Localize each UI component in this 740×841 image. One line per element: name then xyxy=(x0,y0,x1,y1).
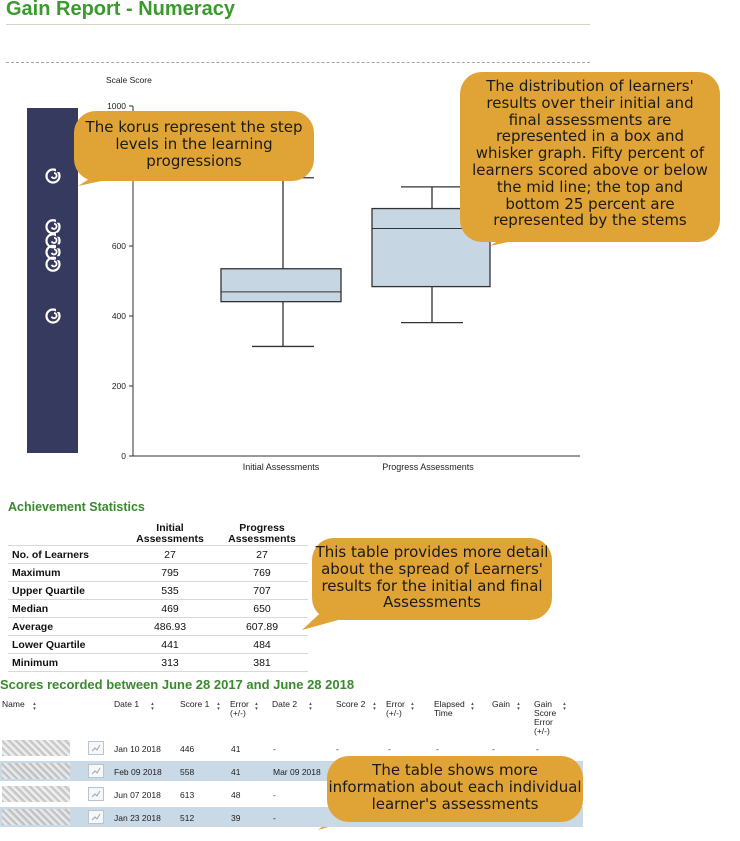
cell-date2: - xyxy=(273,744,276,754)
cell-date1: Jan 23 2018 xyxy=(114,813,161,823)
header-label: Date 1 xyxy=(114,699,140,709)
sort-arrows-icon[interactable]: ▲▼ xyxy=(32,701,37,711)
stats-row-label: Minimum xyxy=(8,654,124,672)
cell-error1: 41 xyxy=(231,767,241,777)
y-tick-label: 600 xyxy=(111,241,126,251)
stats-row xyxy=(8,654,308,672)
header-date2[interactable] xyxy=(272,700,297,709)
callout-table: This table provides more detail about the spread of Learners' results for the initial and final Assessments xyxy=(312,538,552,620)
cell-date2: - xyxy=(273,790,276,800)
chart-icon[interactable] xyxy=(88,741,104,755)
sort-arrows-icon[interactable]: ▲▼ xyxy=(150,701,155,711)
cell-gain: - xyxy=(492,744,495,754)
stats-row-label: Lower Quartile xyxy=(8,636,124,654)
sort-arrows-icon[interactable]: ▲▼ xyxy=(216,701,221,711)
x-tick-label: Initial Assessments xyxy=(242,462,320,472)
stats-value-initial: 313 xyxy=(124,654,216,672)
sort-arrows-icon[interactable]: ▲▼ xyxy=(516,701,521,711)
cell-error1: 48 xyxy=(231,790,241,800)
header-gain-error[interactable] xyxy=(534,700,560,736)
header-error1[interactable] xyxy=(230,700,252,718)
header-score2[interactable] xyxy=(336,700,365,709)
stats-header-initial: Initial Assessments xyxy=(136,522,204,545)
callout-boxplot: The distribution of learners' results over their initial and final assessments are represented in a box and whisker graph. Fifty percent of learners scored above or below the mid line; the top and bottom 25 percent are represented by the stems xyxy=(460,72,720,242)
cell-error1: 41 xyxy=(231,744,241,754)
achievement-statistics-table xyxy=(8,517,308,672)
chart-icon[interactable] xyxy=(88,764,104,778)
stats-value-progress: 484 xyxy=(216,636,308,654)
cell-date1: Jun 07 2018 xyxy=(114,790,161,800)
x-tick-label: Progress Assessments xyxy=(382,462,474,472)
stats-value-progress: 650 xyxy=(216,600,308,618)
y-tick-label: 200 xyxy=(111,381,126,391)
stats-row xyxy=(8,582,308,600)
header-error2[interactable] xyxy=(386,700,408,718)
stats-value-progress: 27 xyxy=(216,546,308,564)
cell-score2: - xyxy=(336,744,339,754)
stats-value-progress: 707 xyxy=(216,582,308,600)
sort-arrows-icon[interactable]: ▲▼ xyxy=(372,701,377,711)
header-label: Score 2 xyxy=(336,699,366,709)
redacted-learner-name xyxy=(2,763,70,779)
stats-value-initial: 27 xyxy=(124,546,216,564)
header-label: Name xyxy=(2,699,25,709)
chart-icon[interactable] xyxy=(88,787,104,801)
header-label: Gain xyxy=(492,699,510,709)
cell-date1: Jan 10 2018 xyxy=(114,744,161,754)
header-label: Elapsed Time xyxy=(434,699,465,718)
redacted-learner-name xyxy=(2,740,70,756)
header-score1[interactable] xyxy=(180,700,209,709)
cell-score1: 512 xyxy=(180,813,195,823)
header-label: Gain Score Error (+/-) xyxy=(534,699,557,736)
stats-value-progress: 381 xyxy=(216,654,308,672)
stats-row-label: Maximum xyxy=(8,564,124,582)
sort-arrows-icon[interactable]: ▲▼ xyxy=(254,701,259,711)
header-label: Score 1 xyxy=(180,699,210,709)
y-tick-label: 400 xyxy=(111,311,126,321)
stats-row xyxy=(8,636,308,654)
stats-value-initial: 795 xyxy=(124,564,216,582)
cell-error1: 39 xyxy=(231,813,241,823)
cell-elapsed: - xyxy=(436,744,439,754)
stats-row-label: Average xyxy=(8,618,124,636)
header-label: Error (+/-) xyxy=(386,699,405,718)
y-tick-label: 0 xyxy=(121,451,126,461)
header-elapsed[interactable] xyxy=(434,700,468,718)
sort-arrows-icon[interactable]: ▲▼ xyxy=(562,701,567,711)
stats-value-initial: 441 xyxy=(124,636,216,654)
page-title: Gain Report - Numeracy xyxy=(6,0,235,20)
cell-score1: 558 xyxy=(180,767,195,777)
redacted-learner-name xyxy=(2,786,70,802)
stats-value-progress: 607.89 xyxy=(216,618,308,636)
chart-icon[interactable] xyxy=(88,810,104,824)
stats-value-initial: 469 xyxy=(124,600,216,618)
cell-gain-error: - xyxy=(536,744,539,754)
stats-row xyxy=(8,564,308,582)
stats-value-initial: 535 xyxy=(124,582,216,600)
y-tick-label: 1000 xyxy=(107,101,126,111)
y-axis-label: Scale Score xyxy=(106,75,152,85)
cell-date2: - xyxy=(273,813,276,823)
sort-arrows-icon[interactable]: ▲▼ xyxy=(308,701,313,711)
callout-scores: The table shows more information about each individual learner's assessments xyxy=(327,756,583,822)
redacted-learner-name xyxy=(2,809,70,825)
stats-value-initial: 486.93 xyxy=(124,618,216,636)
scores-heading: Scores recorded between June 28 2017 and June 28 2018 xyxy=(0,677,355,692)
stats-value-progress: 769 xyxy=(216,564,308,582)
sort-arrows-icon[interactable]: ▲▼ xyxy=(410,701,415,711)
stats-row xyxy=(8,618,308,636)
header-date1[interactable] xyxy=(114,700,139,709)
header-gain[interactable] xyxy=(492,700,510,709)
header-name[interactable] xyxy=(2,700,25,709)
stats-row-label: Median xyxy=(8,600,124,618)
stats-row xyxy=(8,546,308,564)
stats-row-label: No. of Learners xyxy=(8,546,124,564)
stats-header-blank xyxy=(8,517,124,546)
header-label: Error (+/-) xyxy=(230,699,249,718)
cell-score1: 446 xyxy=(180,744,195,754)
cell-date1: Feb 09 2018 xyxy=(114,767,162,777)
stats-row xyxy=(8,600,308,618)
sort-arrows-icon[interactable]: ▲▼ xyxy=(470,701,475,711)
callout-korus: The korus represent the step levels in the learning progressions xyxy=(74,111,314,181)
header-label: Date 2 xyxy=(272,699,298,709)
cell-error2: - xyxy=(388,744,391,754)
achievement-statistics-heading: Achievement Statistics xyxy=(8,500,145,514)
cell-date2: Mar 09 2018 xyxy=(273,767,321,777)
stats-row-label: Upper Quartile xyxy=(8,582,124,600)
stats-header-progress: Progress Assessments xyxy=(228,522,296,545)
cell-score1: 613 xyxy=(180,790,195,800)
table-row[interactable] xyxy=(0,738,583,758)
